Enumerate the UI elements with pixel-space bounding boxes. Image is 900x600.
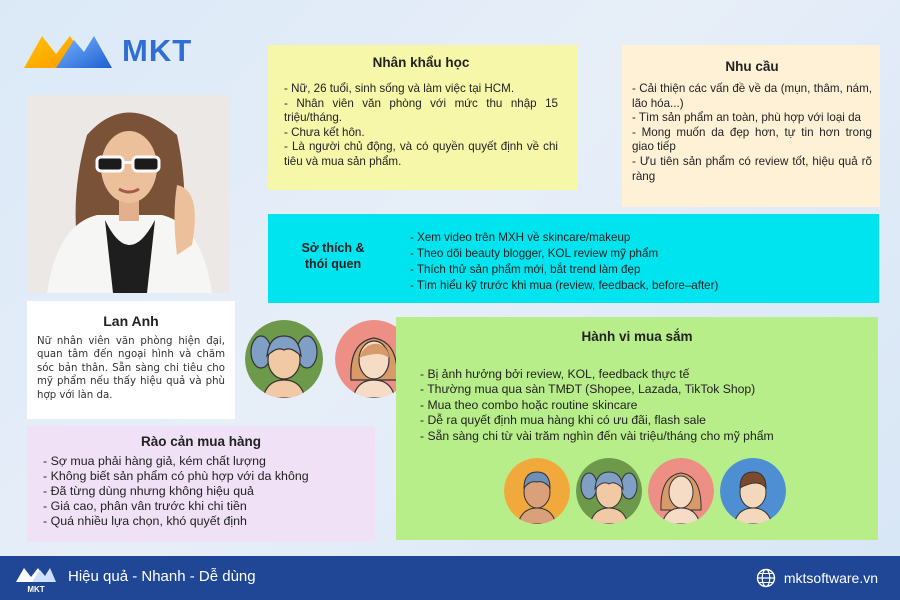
- list-item: - Tìm sản phẩm an toàn, phù hợp với loại da: [632, 111, 861, 125]
- needs-box: [622, 45, 880, 207]
- list-item: - Không biết sản phẩm có phù hợp với da không: [43, 469, 309, 483]
- list-item: - Xem video trên MXH về skincare/makeup: [410, 231, 631, 244]
- barriers-title: Rào cản mua hàng: [140, 434, 262, 449]
- brand-name: MKT: [122, 33, 193, 68]
- behavior-list: [420, 367, 774, 444]
- interests-list: [410, 230, 718, 294]
- list-item: - Nữ, 26 tuổi, sinh sống và làm việc tại HCM.: [284, 82, 515, 95]
- list-item: - Chưa kết hôn.: [284, 125, 365, 139]
- footer-bar: [0, 556, 900, 600]
- list-item: - Thích thử sản phẩm mới, bắt trend làm đẹp: [410, 263, 641, 276]
- persona-photo: [27, 95, 229, 293]
- demographics-list: [284, 82, 558, 169]
- list-item: - Giá cao, phân vân trước khi chi tiền: [43, 499, 247, 513]
- list-item: - Thường mua qua sàn TMĐT (Shopee, Lazada, TikTok Shop): [420, 382, 756, 397]
- needs-title: Nhu cầu: [725, 59, 779, 74]
- needs-list: [632, 82, 872, 184]
- globe-icon: [756, 568, 776, 588]
- demographics-title: Nhân khẩu học: [372, 55, 470, 70]
- behavior-title: Hành vi mua sắm: [581, 329, 693, 344]
- avatar-woman-icon: [648, 458, 714, 524]
- list-item: - Đã từng dùng nhưng không hiệu quả: [43, 484, 254, 498]
- list-item: - Nhân viên văn phòng với mức thu nhập 15 triệu/tháng.: [284, 96, 558, 124]
- interests-title: Sở thích & thói quen: [301, 241, 365, 271]
- list-item: - Là người chủ động, và có quyền quyết định về chi tiêu và mua sản phẩm.: [284, 140, 558, 168]
- demographics-box: [268, 45, 578, 190]
- avatar-boy-icon: [720, 458, 786, 524]
- list-item: - Cải thiện các vấn đề về da (mụn, thâm, nám, lão hóa...): [632, 82, 872, 110]
- list-item: - Sợ mua phải hàng giả, kém chất lượng: [43, 454, 266, 468]
- footer-slogan: Hiệu quả - Nhanh - Dễ dùng: [68, 568, 256, 585]
- list-item: - Theo dõi beauty blogger, KOL review mỹ phẩm: [410, 247, 659, 260]
- barriers-list: [43, 454, 359, 529]
- list-item: - Mong muốn da đẹp hơn, tự tin hơn trong giao tiếp: [632, 125, 872, 154]
- shopping-behavior-box: [396, 317, 878, 540]
- footer-website[interactable]: [756, 568, 878, 588]
- avatar-girl-pigtails-icon: [576, 458, 642, 524]
- list-item: - Mua theo combo hoặc routine skincare: [420, 397, 638, 412]
- list-item: - Ưu tiên sản phẩm có review tốt, hiệu quả rõ ràng: [632, 154, 872, 183]
- list-item: - Dễ ra quyết định mua hàng khi có ưu đãi, flash sale: [420, 413, 706, 428]
- persona-card: [27, 301, 235, 419]
- svg-text:MKT: MKT: [27, 585, 45, 594]
- avatar-girl-pigtails-icon: [245, 320, 323, 398]
- brand-logo: [22, 26, 212, 76]
- list-item: - Quá nhiều lựa chọn, khó quyết định: [43, 514, 247, 528]
- mkt-logo-icon: [22, 28, 114, 74]
- persona-name: Lan Anh: [103, 313, 159, 329]
- list-item: - Tìm hiểu kỹ trước khi mua (review, feedback, before–after): [410, 279, 719, 292]
- interests-box: [268, 214, 879, 303]
- list-item: - Bị ảnh hưởng bởi review, KOL, feedback thực tế: [420, 367, 690, 381]
- persona-description: Nữ nhân viên văn phòng hiện đại, quan tâm đến ngoại hình và chăm sóc bản thân. Sẵn sàng chi tiêu cho mỹ phẩm nếu thấy hiệu quả và phù hợp với làn da.: [37, 336, 225, 401]
- purchase-barriers-box: [27, 426, 375, 542]
- website-link[interactable]: mktsoftware.vn: [783, 570, 878, 586]
- avatar-man-icon: [504, 458, 570, 524]
- footer-logo-icon: [14, 562, 58, 594]
- list-item: - Sẵn sàng chi từ vài trăm nghìn đến vài triệu/tháng cho mỹ phẩm: [420, 428, 774, 443]
